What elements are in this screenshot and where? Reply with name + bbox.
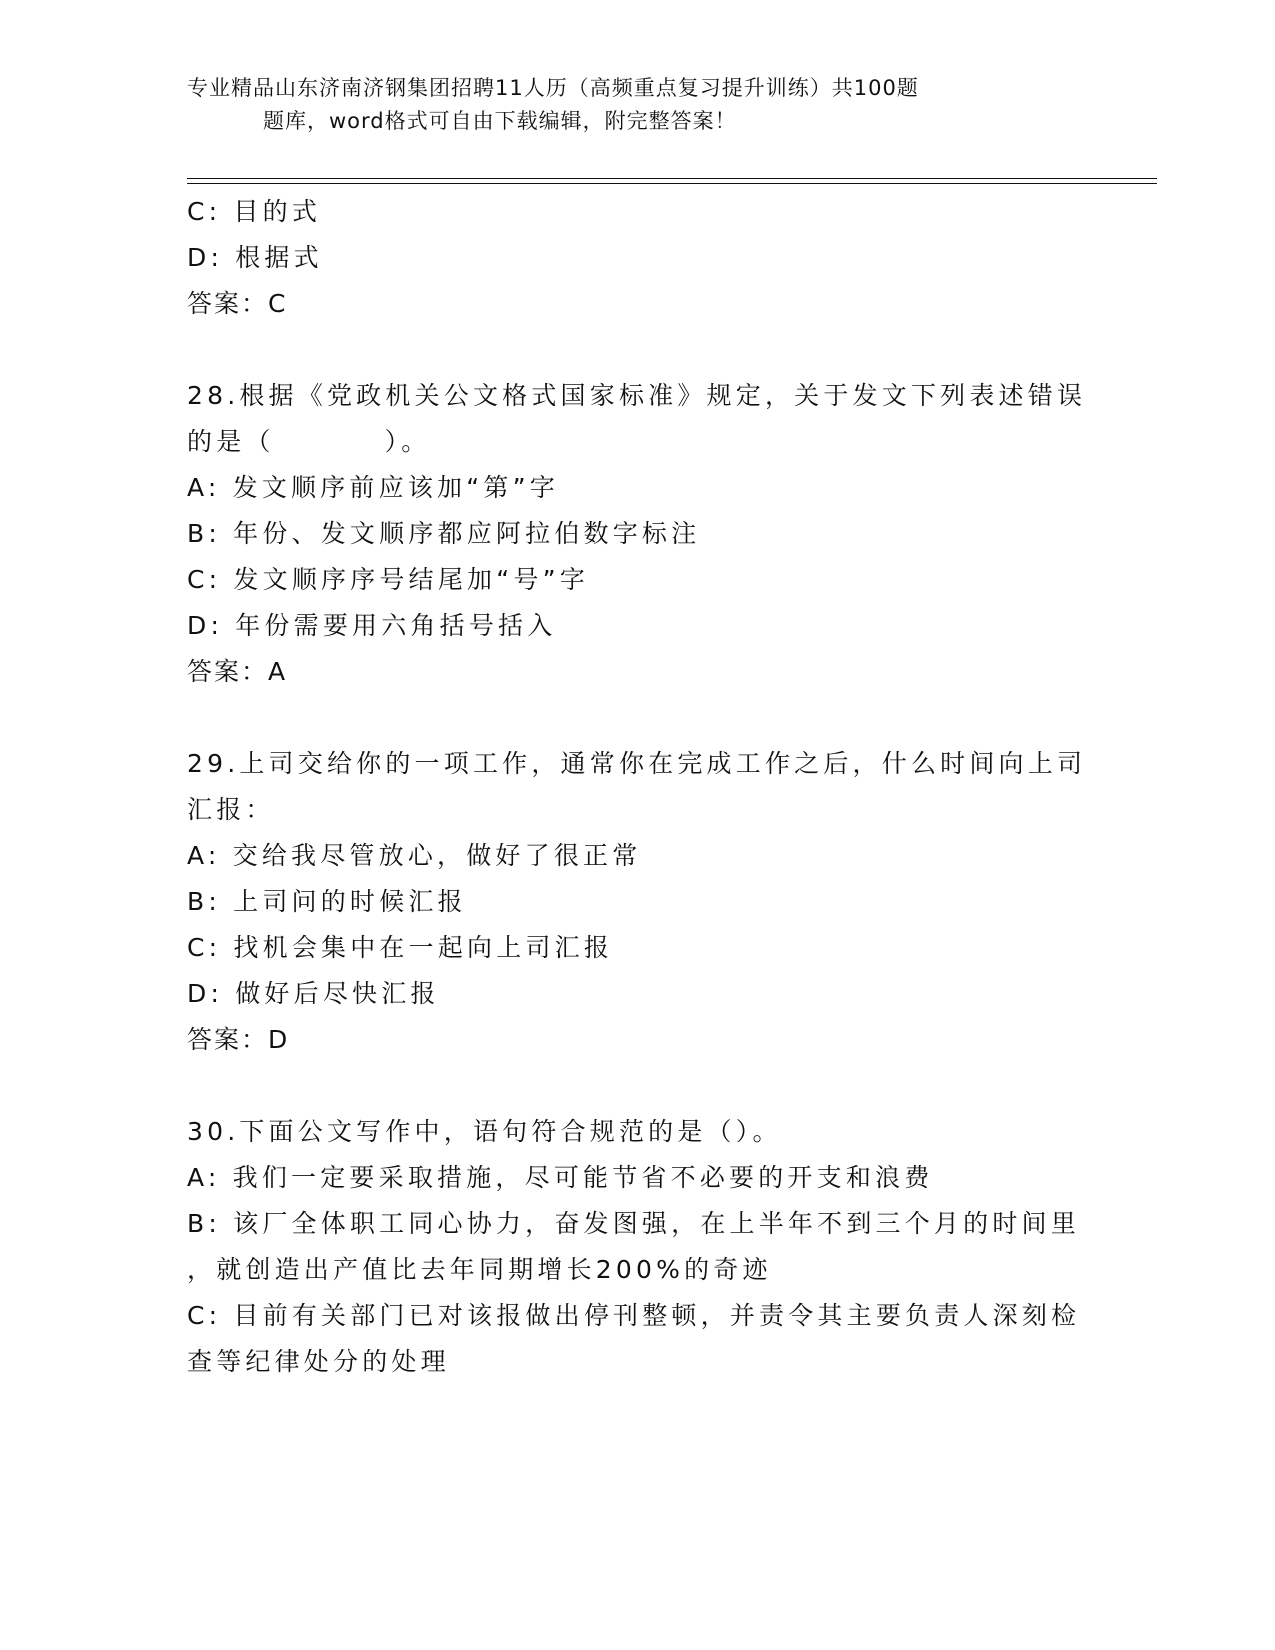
header-title-line1: 专业精品山东济南济钢集团招聘11人历（高频重点复习提升训练）共100题: [187, 76, 919, 100]
option-c: C: 发文顺序序号结尾加“号”字: [187, 565, 589, 594]
stem-text: 的是（: [187, 427, 275, 456]
header-divider-top: [187, 178, 1157, 179]
question-30: [187, 1109, 1087, 1385]
option-c: C: 目的式: [187, 197, 322, 226]
question-list: [187, 189, 1087, 1385]
option-b: B: 上司问的时候汇报: [187, 887, 467, 916]
header-title-line2: 题库，word格式可自由下载编辑，附完整答案！: [263, 109, 737, 133]
question-stem: 28.根据《党政机关公文格式国家标准》规定，关于发文下列表述错误: [187, 381, 1087, 410]
option-b-continued: ，就创造出产值比去年同期增长200%的奇迹: [187, 1255, 772, 1284]
header-divider-bottom: [187, 183, 1157, 184]
answer-line: 答案：A: [187, 657, 288, 686]
option-a: A: 发文顺序前应该加“第”字: [187, 473, 559, 502]
question-stem: 30.下面公文写作中，语句符合规范的是（）。: [187, 1117, 782, 1146]
option-c-continued: 查等纪律处分的处理: [187, 1347, 450, 1376]
option-b: B: 该厂全体职工同心协力，奋发图强，在上半年不到三个月的时间里: [187, 1209, 1080, 1238]
stem-text-end: ）。: [384, 427, 431, 456]
question-29: [187, 741, 1087, 1063]
option-a: A: 交给我尽管放心，做好了很正常: [187, 841, 642, 870]
spacer: [187, 327, 1087, 373]
spacer: [187, 1063, 1087, 1109]
document-header: [187, 72, 1047, 138]
question-stem-continued: 汇报：: [187, 795, 275, 824]
option-a: A: 我们一定要采取措施，尽可能节省不必要的开支和浪费: [187, 1163, 934, 1192]
spacer: [187, 695, 1087, 741]
answer-line: 答案：C: [187, 289, 288, 318]
question-27-tail: [187, 189, 1087, 327]
option-d: D: 根据式: [187, 243, 323, 272]
option-c: C: 目前有关部门已对该报做出停刊整顿，并责令其主要负责人深刻检: [187, 1301, 1081, 1330]
option-d: D: 年份需要用六角括号括入: [187, 611, 557, 640]
question-stem-continued: [187, 419, 1087, 465]
option-b: B: 年份、发文顺序都应阿拉伯数字标注: [187, 519, 701, 548]
answer-line: 答案：D: [187, 1025, 290, 1054]
option-c: C: 找机会集中在一起向上司汇报: [187, 933, 614, 962]
question-stem: 29.上司交给你的一项工作，通常你在完成工作之后，什么时间向上司: [187, 749, 1087, 778]
question-28: [187, 373, 1087, 695]
option-d: D: 做好后尽快汇报: [187, 979, 440, 1008]
